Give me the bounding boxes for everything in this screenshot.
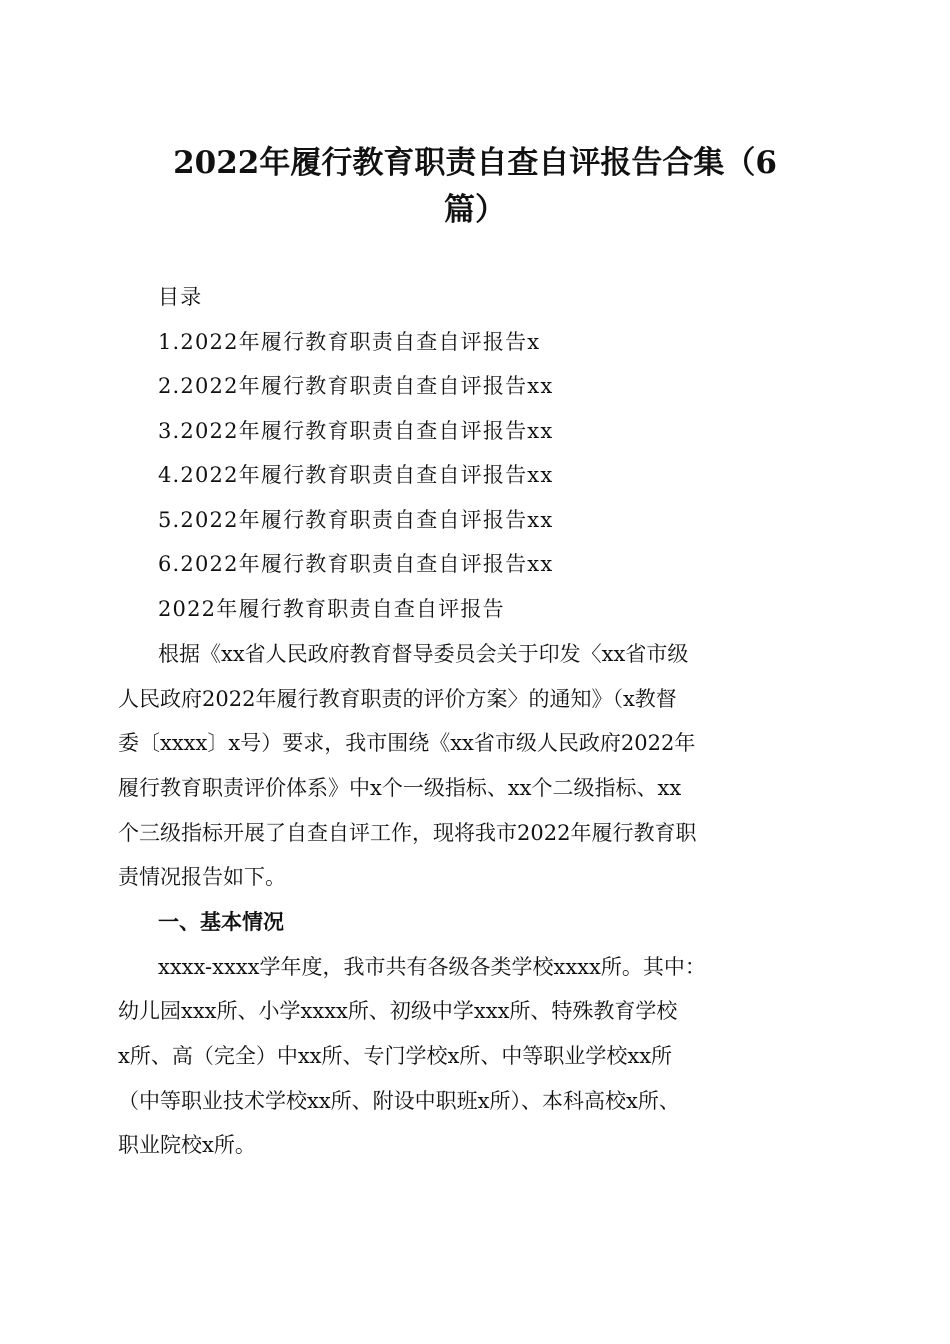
toc-heading: 目录 <box>158 285 203 309</box>
paragraph-line: 职业院校x所。 <box>118 1133 256 1157</box>
paragraph-line: 根据《xx省人民政府教育督导委员会关于印发〈xx省市级 <box>158 642 689 666</box>
section-heading: 一、基本情况 <box>158 910 284 934</box>
paragraph-line: xxxx-xxxx学年度，我市共有各级各类学校xxxx所。其中： <box>158 955 706 979</box>
report-title: 2022年履行教育职责自查自评报告 <box>158 597 505 621</box>
paragraph-line: 履行教育职责评价体系》中x个一级指标、xx个二级指标、xx <box>118 776 682 800</box>
toc-item: 3.2022年履行教育职责自查自评报告xx <box>158 419 554 443</box>
document-title <box>110 140 840 234</box>
toc-item: 5.2022年履行教育职责自查自评报告xx <box>158 508 554 532</box>
paragraph-line: 委〔xxxx〕x号）要求，我市围绕《xx省市级人民政府2022年 <box>118 731 696 755</box>
title-line-2: 篇） <box>444 192 506 228</box>
title-line-1: 2022年履行教育职责自查自评报告合集（6 <box>173 145 777 181</box>
paragraph-line: 幼儿园xxx所、小学xxxx所、初级中学xxx所、特殊教育学校 <box>118 999 678 1023</box>
paragraph-line: 人民政府2022年履行教育职责的评价方案〉的通知》（x教督 <box>118 687 677 711</box>
toc-item: 6.2022年履行教育职责自查自评报告xx <box>158 552 554 576</box>
paragraph-line: 个三级指标开展了自查自评工作，现将我市2022年履行教育职 <box>118 821 697 845</box>
paragraph-line: 责情况报告如下。 <box>118 865 286 889</box>
toc-item: 1.2022年履行教育职责自查自评报告x <box>158 330 541 354</box>
paragraph-line: （中等职业技术学校xx所、附设中职班x所）、本科高校x所、 <box>118 1089 680 1113</box>
paragraph-line: x所、高（完全）中xx所、专门学校x所、中等职业学校xx所 <box>118 1044 673 1068</box>
toc-item: 4.2022年履行教育职责自查自评报告xx <box>158 463 554 487</box>
toc-item: 2.2022年履行教育职责自查自评报告xx <box>158 374 554 398</box>
